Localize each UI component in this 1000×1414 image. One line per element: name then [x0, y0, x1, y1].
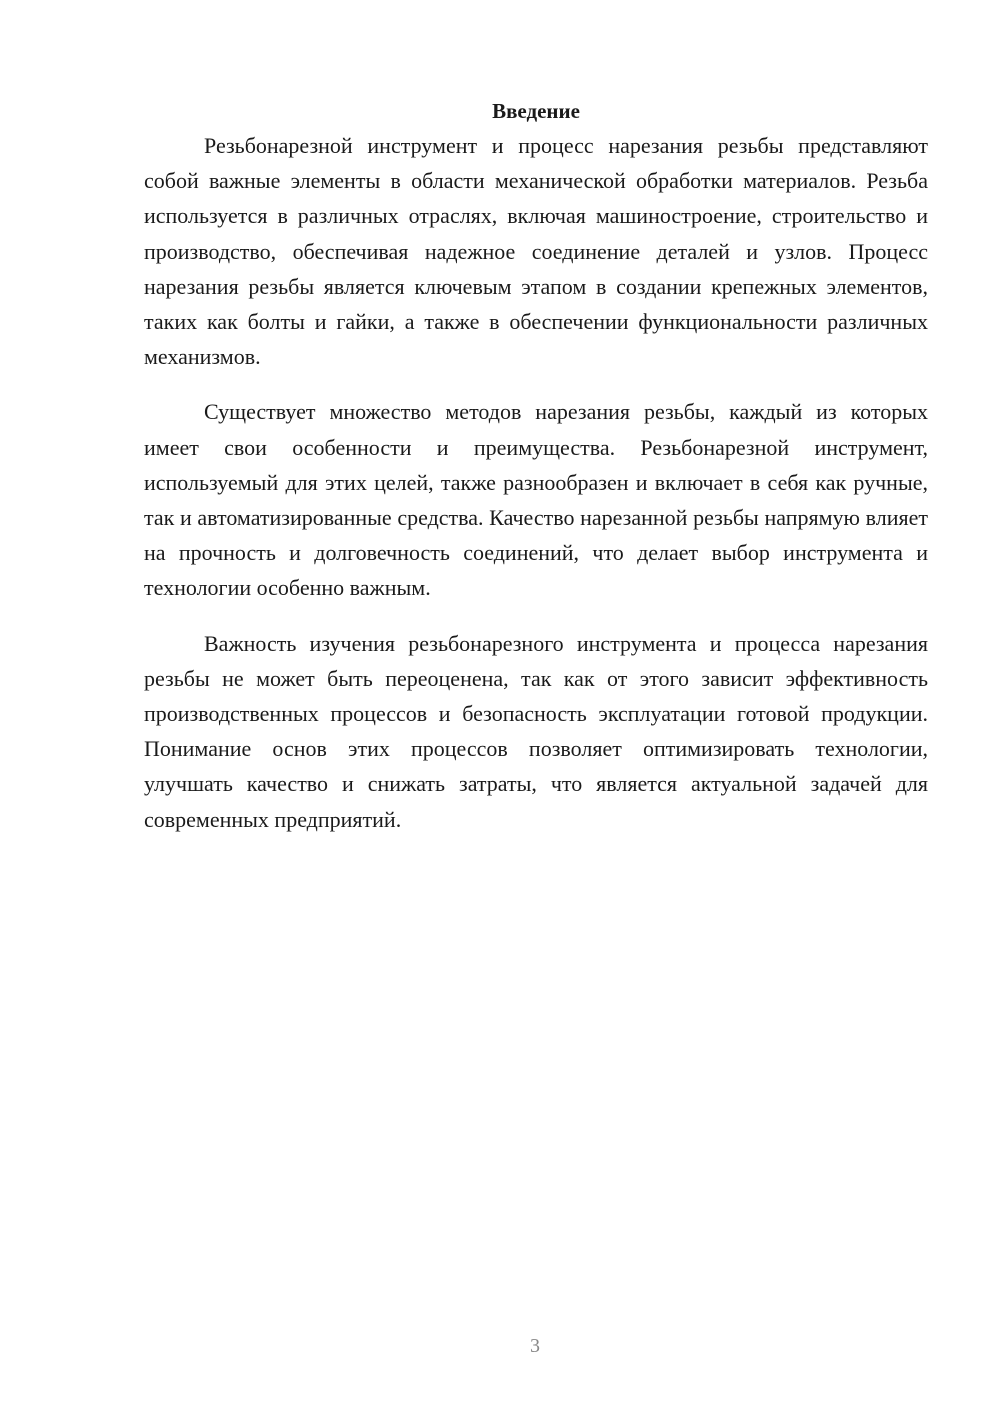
paragraph-2: Существует множество методов нарезания резьбы, каждый из которых имеет свои особенности и преимущества. Резьбонарезной инструмент, используемый для этих целей, также разнообразен и включает в себя как ручные, так и автоматизированные средства. Качество нарезанной резьбы напрямую влияет на прочность и долговечность соединений, что делает выбор инструмента и технологии особенно важным. — [144, 399, 928, 601]
page-number: 3 — [530, 1335, 540, 1357]
paragraph-1: Резьбонарезной инструмент и процесс нарезания резьбы представляют собой важные элементы в области механической обработки материалов. Резьба используется в различных отраслях, включая машиностроение, строительство и производство, обеспечивая надежное соединение деталей и узлов. Процесс нарезания резьбы является ключевым этапом в создании крепежных элементов, таких как болты и гайки, а также в обеспечении функциональности различных механизмов. — [144, 133, 928, 370]
section-title: Введение — [492, 99, 580, 123]
paragraph-3: Важность изучения резьбонарезного инструмента и процесса нарезания резьбы не может быть переоценена, так как от этого зависит эффективность производственных процессов и безопасность эксплуатации готовой продукции. Понимание основ этих процессов позволяет оптимизировать технологии, улучшать качество и снижать затраты, что является актуальной задачей для современных предприятий. — [144, 630, 928, 832]
page-content — [144, 96, 928, 857]
